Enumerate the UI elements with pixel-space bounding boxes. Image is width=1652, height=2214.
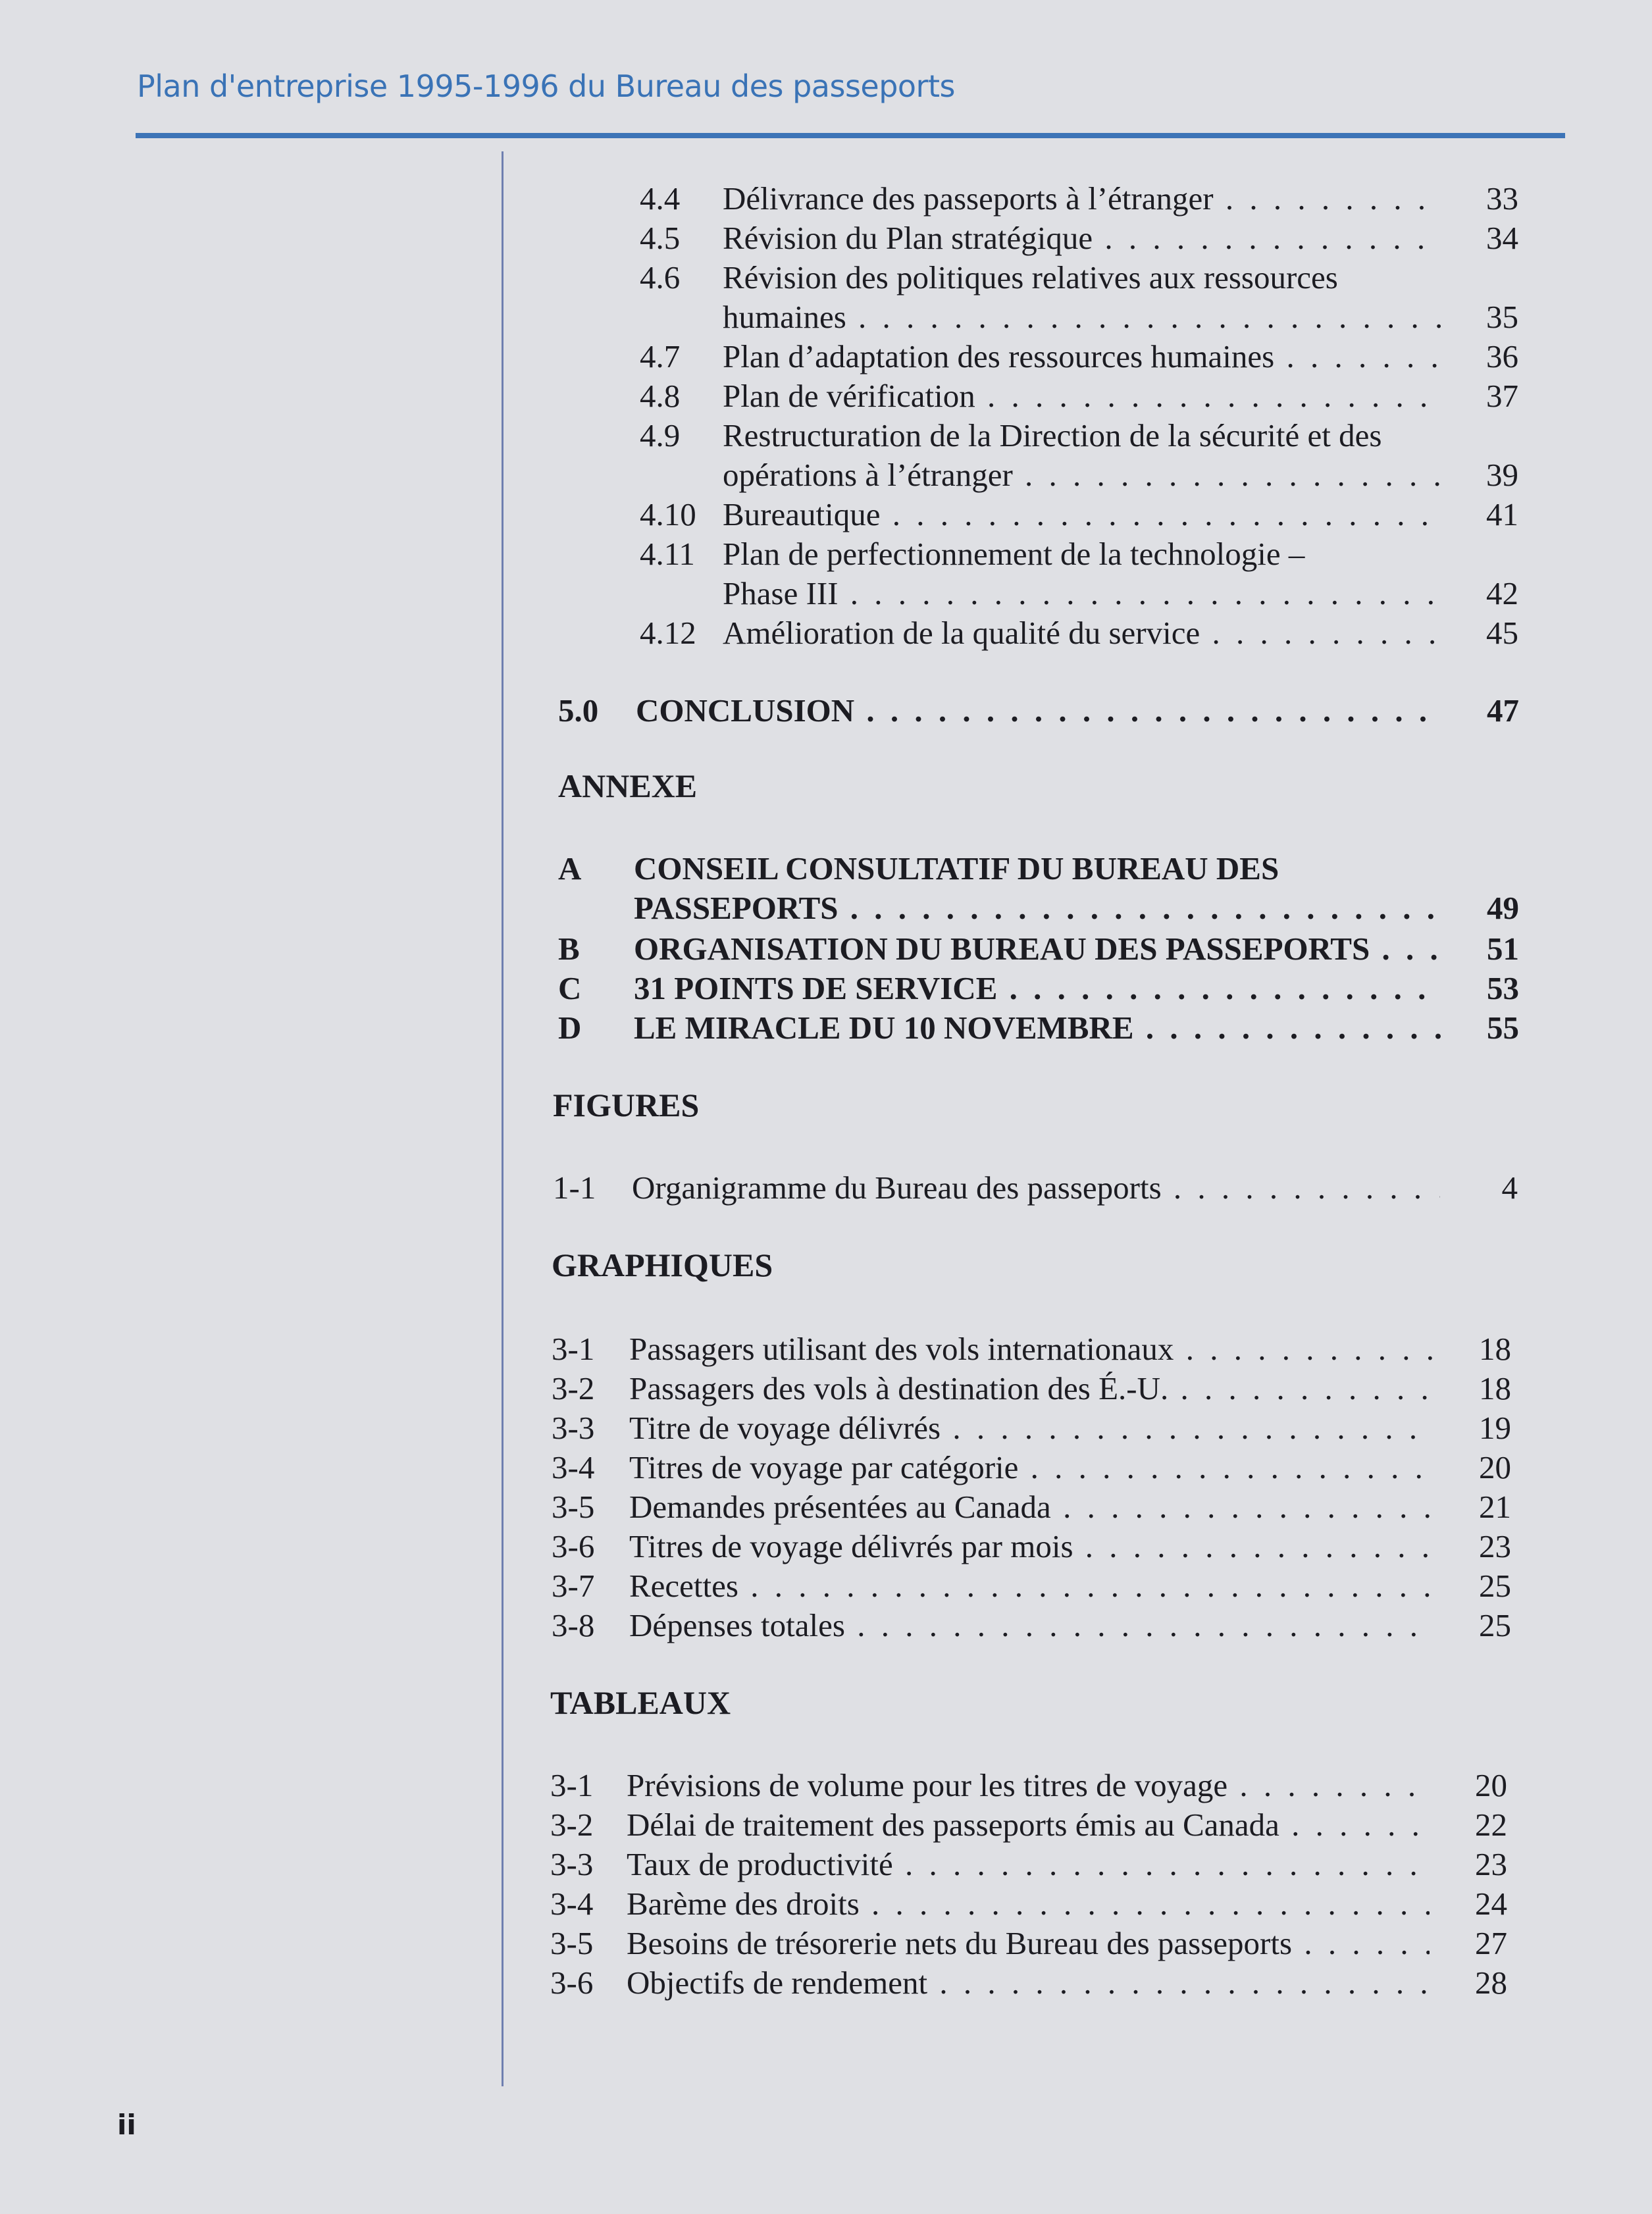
- toc-entry-continuation: [640, 455, 1518, 495]
- toc-entry: [640, 337, 1518, 376]
- section-heading-graphiques: GRAPHIQUES: [552, 1247, 773, 1283]
- annexe-entry: [558, 969, 1519, 1008]
- entry-title: Besoins de trésorerie nets du Bureau des passeports . . .: [627, 1924, 1430, 1963]
- entry-number: B: [558, 931, 580, 967]
- entry-title: Titre de voyage délivrés . . .: [629, 1408, 1433, 1448]
- entry-title: 31 POINTS DE SERVICE . . .: [634, 969, 1441, 1008]
- toc-entry: [640, 179, 1518, 219]
- entry-page-number: 39: [1486, 457, 1518, 493]
- entry-title: Titres de voyage par catégorie . . .: [629, 1448, 1433, 1487]
- entry-page-number: 47: [1487, 692, 1519, 729]
- toc-entry: [640, 613, 1518, 653]
- entry-number: 4.4: [640, 180, 681, 217]
- entry-number: 3-3: [550, 1846, 594, 1882]
- entry-page-number: 20: [1475, 1767, 1507, 1803]
- section-heading-annexe: ANNEXE: [558, 767, 698, 804]
- entry-title: CONSEIL CONSULTATIF DU BUREAU DES: [634, 850, 1279, 887]
- page-number: ii: [117, 2109, 136, 2141]
- toc-entry: [640, 258, 1518, 297]
- entry-page-number: 49: [1487, 890, 1519, 926]
- entry-number: A: [558, 850, 582, 887]
- entry-title: Délivrance des passeports à l’étranger . . .: [723, 179, 1441, 219]
- entry-number: D: [558, 1010, 582, 1046]
- entry-page-number: 23: [1475, 1846, 1507, 1882]
- entry-number: 4.6: [640, 259, 681, 296]
- entry-number: 3-6: [552, 1528, 595, 1564]
- entry-title: Passagers des vols à destination des É.-U. . . .: [629, 1369, 1433, 1408]
- entry-title: opérations à l’étranger . . .: [723, 455, 1441, 495]
- entry-title: humaines . . .: [723, 297, 1441, 337]
- annexe-entry: [558, 1008, 1519, 1048]
- tableau-entry: [550, 1845, 1507, 1884]
- entry-number: 1-1: [553, 1170, 596, 1206]
- entry-number: 4.9: [640, 417, 681, 453]
- entry-page-number: 42: [1486, 575, 1518, 611]
- toc-entry-continuation: [640, 297, 1518, 337]
- entry-title: Demandes présentées au Canada . . .: [629, 1487, 1433, 1527]
- entry-page-number: 28: [1475, 1965, 1507, 2001]
- toc-entry: [640, 416, 1518, 455]
- entry-page-number: 36: [1486, 338, 1518, 374]
- entry-number: 3-5: [550, 1925, 594, 1961]
- graphique-entry: [552, 1369, 1511, 1408]
- graphique-entry: [552, 1487, 1511, 1527]
- entry-page-number: 53: [1487, 970, 1519, 1006]
- entry-title: Plan d’adaptation des ressources humaines . . .: [723, 337, 1441, 376]
- toc-entry: [640, 376, 1518, 416]
- tableau-entry: [550, 1884, 1507, 1924]
- section-heading-figures: FIGURES: [553, 1087, 700, 1123]
- graphique-entry: [552, 1448, 1511, 1487]
- graphique-entry: [552, 1566, 1511, 1606]
- entry-page-number: 37: [1486, 378, 1518, 414]
- entry-number: 4.5: [640, 220, 681, 256]
- entry-title: Bureautique . . .: [723, 495, 1441, 534]
- entry-title: Restructuration de la Direction de la sécurité et des: [723, 417, 1382, 453]
- toc-entry: [640, 219, 1518, 258]
- entry-page-number: 18: [1479, 1370, 1511, 1406]
- entry-page-number: 51: [1487, 931, 1519, 967]
- entry-number: 3-1: [550, 1767, 594, 1803]
- tableau-entry: [550, 1963, 1507, 2003]
- entry-title: Objectifs de rendement . . .: [627, 1963, 1430, 2003]
- entry-title: CONCLUSION . . .: [636, 691, 1441, 731]
- entry-page-number: 41: [1486, 496, 1518, 532]
- tableau-entry: [550, 1805, 1507, 1845]
- entry-page-number: 55: [1487, 1010, 1519, 1046]
- entry-number: 3-1: [552, 1331, 595, 1367]
- entry-number: 4.11: [640, 536, 695, 572]
- entry-number: 3-4: [552, 1449, 595, 1485]
- entry-number: 3-2: [550, 1807, 594, 1843]
- entry-title: Titres de voyage délivrés par mois . . .: [629, 1527, 1433, 1566]
- entry-number: 3-7: [552, 1568, 595, 1604]
- entry-title: Phase III . . .: [723, 574, 1441, 613]
- entry-page-number: 35: [1486, 299, 1518, 335]
- entry-page-number: 21: [1479, 1489, 1511, 1525]
- figure-entry: [553, 1168, 1518, 1208]
- entry-page-number: 33: [1486, 180, 1518, 217]
- entry-page-number: 22: [1475, 1807, 1507, 1843]
- entry-number: 4.10: [640, 496, 696, 532]
- entry-number: 3-4: [550, 1886, 594, 1922]
- entry-title: PASSEPORTS . . .: [634, 888, 1441, 928]
- section-heading-tableaux: TABLEAUX: [550, 1684, 731, 1721]
- entry-title: Plan de perfectionnement de la technologie –: [723, 536, 1305, 572]
- entry-page-number: 4: [1501, 1170, 1518, 1206]
- entry-number: 4.12: [640, 615, 696, 651]
- toc-entry-continuation: [640, 574, 1518, 613]
- entry-page-number: 24: [1475, 1886, 1507, 1922]
- toc-entry-conclusion: [558, 691, 1519, 731]
- entry-title: Prévisions de volume pour les titres de voyage . . .: [627, 1766, 1430, 1805]
- toc-entry: [640, 534, 1518, 574]
- entry-title: Organigramme du Bureau des passeports . . .: [632, 1168, 1440, 1208]
- entry-title: Plan de vérification . . .: [723, 376, 1441, 416]
- graphique-entry: [552, 1606, 1511, 1645]
- annexe-entry-continuation: [558, 888, 1519, 928]
- entry-page-number: 34: [1486, 220, 1518, 256]
- tableau-entry: [550, 1766, 1507, 1805]
- entry-title: Délai de traitement des passeports émis au Canada . . .: [627, 1805, 1430, 1845]
- annexe-entry: [558, 849, 1519, 888]
- entry-title: Taux de productivité . . .: [627, 1845, 1430, 1884]
- entry-number: C: [558, 970, 582, 1006]
- entry-page-number: 45: [1486, 615, 1518, 651]
- entry-title: Révision des politiques relatives aux ressources: [723, 259, 1338, 296]
- entry-page-number: 23: [1479, 1528, 1511, 1564]
- entry-title: Révision du Plan stratégique . . .: [723, 219, 1441, 258]
- graphique-entry: [552, 1408, 1511, 1448]
- entry-number: 3-2: [552, 1370, 595, 1406]
- toc-entry: [640, 495, 1518, 534]
- entry-page-number: 20: [1479, 1449, 1511, 1485]
- tableau-entry: [550, 1924, 1507, 1963]
- entry-page-number: 18: [1479, 1331, 1511, 1367]
- graphique-entry: [552, 1527, 1511, 1566]
- entry-title: Dépenses totales . . .: [629, 1606, 1433, 1645]
- entry-title: LE MIRACLE DU 10 NOVEMBRE . . .: [634, 1008, 1441, 1048]
- entry-page-number: 25: [1479, 1568, 1511, 1604]
- entry-title: Amélioration de la qualité du service . . .: [723, 613, 1441, 653]
- entry-number: 4.8: [640, 378, 681, 414]
- entry-title: Passagers utilisant des vols internationaux . . .: [629, 1329, 1433, 1369]
- entry-title: ORGANISATION DU BUREAU DES PASSEPORTS . . .: [634, 929, 1441, 969]
- entry-number: 3-5: [552, 1489, 595, 1525]
- entry-number: 3-6: [550, 1965, 594, 2001]
- running-header: Plan d'entreprise 1995-1996 du Bureau des passeports: [137, 68, 955, 104]
- entry-number: 5.0: [558, 692, 599, 729]
- entry-page-number: 19: [1479, 1410, 1511, 1446]
- entry-page-number: 27: [1475, 1925, 1507, 1961]
- graphique-entry: [552, 1329, 1511, 1369]
- entry-page-number: 25: [1479, 1607, 1511, 1643]
- entry-title: Barème des droits . . .: [627, 1884, 1430, 1924]
- annexe-entry: [558, 929, 1519, 969]
- entry-title: Recettes . . .: [629, 1566, 1433, 1606]
- entry-number: 4.7: [640, 338, 681, 374]
- entry-number: 3-3: [552, 1410, 595, 1446]
- entry-number: 3-8: [552, 1607, 595, 1643]
